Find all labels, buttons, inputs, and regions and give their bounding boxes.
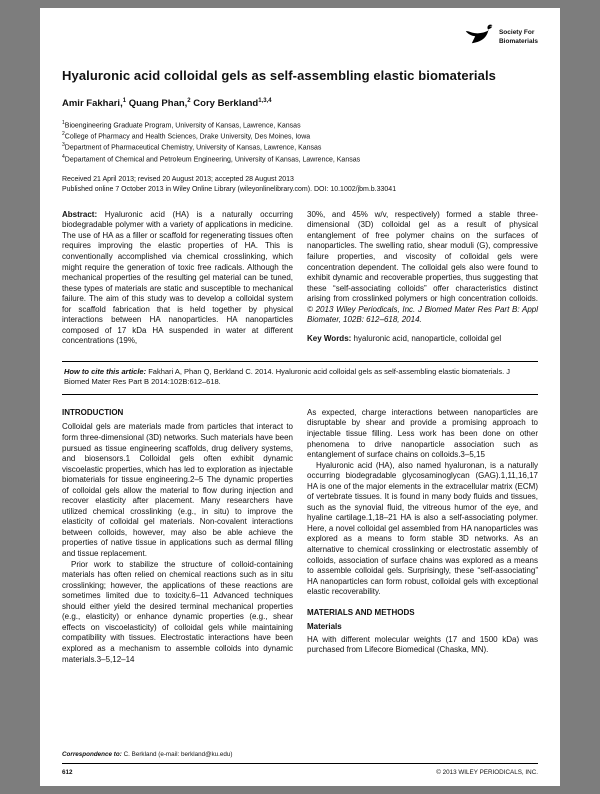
correspondence-label: Correspondence to: <box>62 751 122 758</box>
correspondence-line <box>62 751 538 758</box>
abstract-text-left: Abstract: Hyaluronic acid (HA) is a naturally occurring biodegradable polymer with a variety of applications in medicine. The use of HA as a filler or scaffold for regenerating tissues often requires improving the elastic properties of HA. This is conventionally accomplished via chemical crosslinking, which might require the generation of toxic free radicals. Although the mechanical properties of the resulting gel material can be tuned, these types of materials are static and susceptible to mechanical failure. The aim of this study was to develop a colloidal system for scaffold fabrication that is held together by physical interactions between HA nanoparticles. HA nanoparticles composed of 17 kDa HA suspended in water at different concentrations (19%, <box>62 209 293 346</box>
body-column-left <box>62 408 293 665</box>
paper-page <box>40 8 560 786</box>
materials-paragraph-1: HA with different molecular weights (17 and 1500 kDa) was purchased from Lifecore Biomedical (Chaska, MN). <box>307 634 538 655</box>
society-for-biomaterials-swan-icon <box>465 23 495 53</box>
page-footer <box>62 751 538 776</box>
author-1-affil-sup: 1 <box>122 97 127 104</box>
affiliation-2: $^2$College of Pharmacy and Health Sciences, Drake University, Des Moines, Iowa <box>62 131 311 141</box>
abstract-text-right: 30%, and 45% w/v, respectively) formed a stable three-dimensional (3D) colloidal gel as a result of physical entanglement of free polymer chains on the surfaces of nanoparticles. The swelling ratio, shear moduli (G), compressive failure properties, and viscosity of colloidal gels were concentration dependent. The colloidal gels also were found to exhibit dynamic and recoverable properties, thus suggesting that these “self-associating colloids” offer characteristics distinct arising from crosslinked polymers or high concentration colloids. © 2013 Wiley Periodicals, Inc. J Biomed Mater Res Part B: Appl Biomater, 102B: 612–618, 2014. <box>307 209 538 325</box>
intro-paragraph-4: Hyaluronic acid (HA), also named hyaluronan, is a naturally occurring biodegradable glycosaminoglycan (GAG).1,11,16,17 HA is one of the major elements in the extracellular matrix (ECM) of vertebrate tissues. It is found in many body fluids and tissues, such as the synovial fluid, the vitreous humor of the eye, and hyaline cartilage.1,18–21 HA is also a self-associating polymer. Here, a novel colloidal gel assembled from HA nanoparticles was explored as a means to form stable 3D networks. As an alternative to chemical crosslinking or electrostatic assembly of colloids, association of surface chains was explored as a means to assemble colloidal gels. Surprisingly, these “self-associating” HA nanoparticles can form robust, colloidal gels with exceptional elastic recoverability. <box>307 460 538 597</box>
footer-row <box>62 764 538 776</box>
publisher-copyright: © 2013 WILEY PERIODICALS, INC. <box>436 769 538 776</box>
author-1: Amir Fakhari, <box>62 97 123 109</box>
author-2-affil-sup: 2 <box>187 97 191 104</box>
affiliations <box>62 120 538 165</box>
page-number: 612 <box>62 769 73 776</box>
abstract-column-right <box>307 210 538 347</box>
keywords-line: Key Words: hyaluronic acid, nanoparticle, colloidal gel <box>307 333 502 343</box>
author-line <box>62 98 538 109</box>
published-online-line: Published online 7 October 2013 in Wiley Online Library (wileyonlinelibrary.com). DOI: 10.1002/jbm.b.33041 <box>62 186 397 194</box>
author-3: Cory Berkland <box>190 97 259 109</box>
journal-logo <box>62 22 538 54</box>
how-to-cite-block <box>62 361 538 395</box>
section-heading-introduction: INTRODUCTION <box>62 407 124 417</box>
abstract-copyright: © 2013 Wiley Periodicals, Inc. J Biomed Mater Res Part B: Appl Biomater, 102B: 612–618, 2014. <box>307 304 538 325</box>
abstract-label: Abstract: <box>62 209 98 219</box>
body-column-right <box>307 408 538 665</box>
intro-paragraph-2: Prior work to stabilize the structure of colloid-containing materials has often relied on chemical reactions such as in situ crosslinking; however, the applications of these reactions are sometimes limited due to toxicity.6–11 Advanced techniques should either yield the desired terminal mechanical properties (e.g., elasticity) or enhance dynamic properties (e.g., shear effects on viscoelasticity) of colloidal gels while maintaining compatibility with tissues. Electrostatic interactions have been explored as a mechanism to assemble colloids into dynamic materials.3–5,12–14 <box>62 559 293 664</box>
affiliation-1: $^1$Bioengineering Graduate Program, University of Kansas, Lawrence, Kansas <box>62 119 301 130</box>
logo-text-line2: Biomaterials <box>498 38 538 45</box>
how-to-cite-label: How to cite this article: <box>64 366 147 376</box>
affiliation-4: $^4$Departament of Chemical and Petroleum Engineering, University of Kansas, Lawrence, Kansas <box>62 153 361 163</box>
received-line: Received 21 April 2013; revised 20 August 2013; accepted 28 August 2013 <box>62 175 294 183</box>
intro-paragraph-3: As expected, charge interactions between nanoparticles are disruptable by shear and provide a promising approach to injectable tissue filling. Less work has been done on other phenomena to drive nanoparticle association such as entanglement of surface chains on colloids.3–5,15 <box>307 407 538 460</box>
author-2: Quang Phan, <box>126 97 188 109</box>
section-heading-materials-and-methods: MATERIALS AND METHODS <box>307 607 415 617</box>
abstract-section <box>62 210 538 347</box>
article-history <box>62 175 538 196</box>
author-3-affil-sup: 1,3,4 <box>258 97 272 104</box>
intro-paragraph-1: Colloidal gels are materials made from particles that interact to form three-dimensional (3D) networks. Such materials have been pursued as tissue engineering scaffolds, drug delivery systems, and biosensors.1 Colloidal gels often exhibit dynamic viscoelastic properties, which has led to exploration as injectable biomaterials for tissue engineering.2–5 The dynamic properties of colloidal gels allow the material to flow during injection and recover elasticity after placement. Many researchers have utilized chemical crosslinking (e.g., in situ) to improve the elasticity of colloidal gel materials. Non-covalent interactions between colloids, however, may also be able achieve the properties of native tissue in applications such as dermal filling and tissue replacement. <box>62 422 293 559</box>
subsection-heading-materials: Materials <box>307 622 342 632</box>
article-body <box>62 408 538 665</box>
keywords-label: Key Words: <box>307 333 352 343</box>
how-to-cite-text: How to cite this article: Fakhari A, Phan Q, Berkland C. 2014. Hyaluronic acid colloidal gels as self-assembling elastic biomaterials. J Biomed Mater Res Part B 2014:102B:612–618. <box>64 366 511 387</box>
journal-logo-text <box>499 29 538 47</box>
abstract-column-left <box>62 210 293 347</box>
article-title: Hyaluronic acid colloidal gels as self-assembling elastic biomaterials <box>62 68 496 83</box>
affiliation-3: $^3$Department of Pharmaceutical Chemistry, University of Kansas, Lawrence, Kansas <box>62 142 322 152</box>
logo-text-line1: Society For <box>498 29 535 37</box>
correspondence-email[interactable]: C. Berkland (e-mail: berkland@ku.edu) <box>121 751 233 758</box>
